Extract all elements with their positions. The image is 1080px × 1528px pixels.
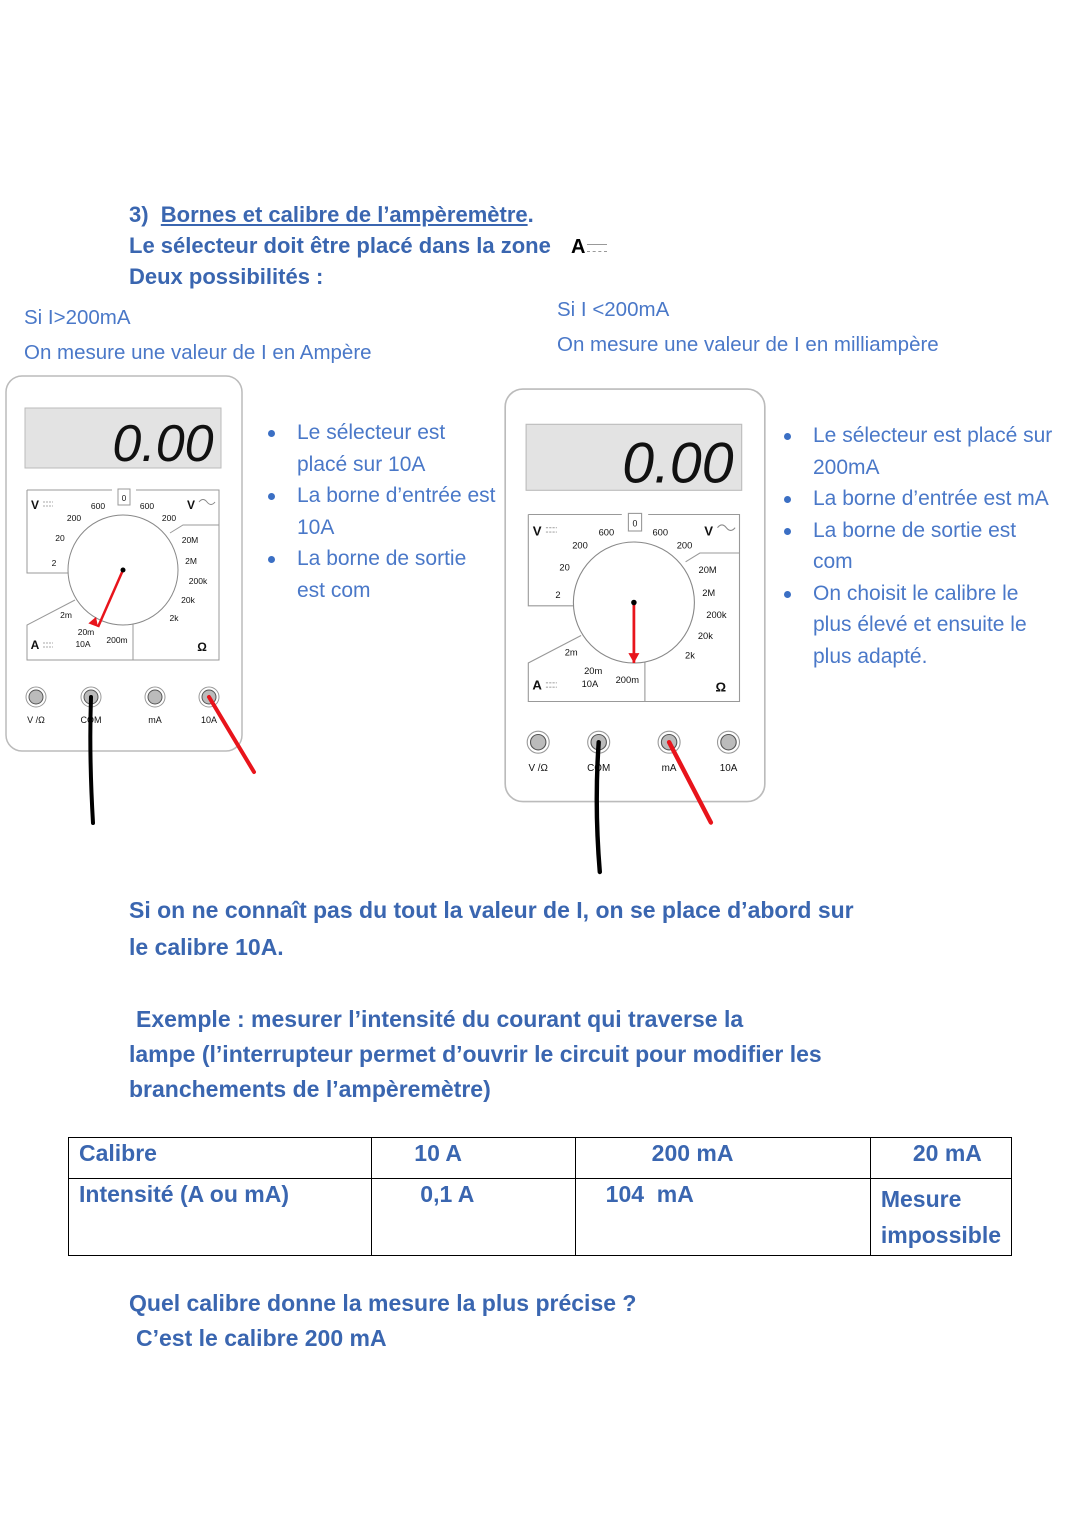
answer: C’est le calibre 200 mA — [136, 1325, 387, 1351]
dial-label-r20M: 20M — [181, 535, 199, 545]
terminal-label: mA — [148, 715, 162, 725]
dial-label-r20M: 20M — [698, 564, 717, 575]
dial-label-v20: 20 — [559, 562, 570, 573]
dial-label-vdc: V — [532, 523, 542, 539]
lcd-reading: 0.00 — [622, 431, 734, 496]
terminal-label: COM — [587, 762, 611, 774]
table-row — [69, 1179, 1012, 1256]
dial-label-vac: V — [186, 498, 196, 512]
dial-label-a200m: 200m — [615, 674, 639, 685]
terminal-label: V /Ω — [528, 762, 548, 774]
dial-label-r2k: 2k — [685, 650, 695, 661]
bullet-item: La borne de sortie est com — [813, 515, 1058, 578]
table-cell: Mesure impossible — [870, 1179, 1011, 1256]
left-description: On mesure une valeur de I en Ampère — [24, 341, 372, 364]
dial-label-v600r: 600 — [652, 527, 669, 538]
dial-label-v600l: 600 — [598, 527, 615, 538]
dial-label-zero: 0 — [121, 494, 127, 503]
table-cell: 20 mA — [870, 1138, 1011, 1179]
selector-text: Le sélecteur doit être placé dans la zone — [129, 233, 551, 258]
bullet-item: Le sélecteur est placé sur 200mA — [813, 420, 1058, 483]
dial-label-a10A: 10A — [75, 639, 91, 649]
dial-label-v600r: 600 — [139, 501, 155, 511]
note-line-1: Si on ne connaît pas du tout la valeur de I, on se place d’abord sur — [129, 897, 854, 923]
bullet-item: La borne d’entrée est 10A — [297, 480, 497, 543]
bullet-item: La borne de sortie est com — [297, 543, 497, 606]
dc-ampere-symbol — [571, 236, 607, 258]
dial-label-vac: V — [704, 523, 714, 539]
dial-label-a2m: 2m — [60, 610, 72, 620]
table-cell: Intensité (A ou mA) — [69, 1179, 372, 1256]
note-line-2: le calibre 10A. — [129, 934, 284, 960]
title-suffix: . — [527, 202, 534, 227]
dial-label-ohm: Ω — [715, 679, 727, 695]
dial-label-r200k: 200k — [706, 609, 727, 620]
probe-wire-black — [597, 742, 600, 872]
terminal-label: V /Ω — [27, 715, 45, 725]
terminal-label: 10A — [719, 762, 738, 774]
right-bullets — [813, 420, 1058, 672]
example-line-1: Exemple : mesurer l’intensité du courant qui traverse la — [136, 1006, 744, 1032]
example-line-3: branchements de l’ampèremètre) — [129, 1076, 491, 1102]
table-cell: 200 mA — [575, 1138, 870, 1179]
dial-label-r2M: 2M — [185, 556, 197, 566]
dial-label-r200k: 200k — [188, 576, 208, 586]
dial-label-v2: 2 — [51, 558, 57, 568]
dial-label-a20m: 20m — [77, 627, 95, 637]
table-cell: 0,1 A — [372, 1179, 575, 1256]
dial-label-r20k: 20k — [697, 630, 713, 641]
table-cell: 10 A — [372, 1138, 575, 1179]
multimeter-right — [504, 388, 766, 806]
measurement-table — [68, 1137, 1012, 1256]
table-cell: Calibre — [69, 1138, 372, 1179]
dial-label-v20: 20 — [55, 533, 65, 543]
terminal-socket — [531, 735, 546, 750]
dial-label-v200r: 200 — [161, 513, 177, 523]
dial-label-a200m: 200m — [106, 635, 128, 645]
dial-label-v600l: 600 — [90, 501, 106, 511]
dial-label-r20k: 20k — [181, 595, 195, 605]
terminal-socket — [148, 690, 162, 704]
question: Quel calibre donne la mesure la plus précise ? — [129, 1290, 637, 1316]
terminal-label: mA — [661, 762, 677, 774]
terminal-socket — [29, 690, 43, 704]
terminal-label: 10A — [200, 715, 218, 725]
selector-instruction — [129, 233, 607, 259]
section-number: 3) — [129, 202, 149, 227]
dial-label-v200l: 200 — [66, 513, 82, 523]
section-heading — [129, 202, 534, 228]
left-condition: Si I>200mA — [24, 306, 131, 329]
bullet-item: Le sélecteur est placé sur 10A — [297, 417, 497, 480]
multimeter-left — [5, 375, 243, 755]
table-header-row — [69, 1138, 1012, 1179]
dial-label-a10A: 10A — [581, 679, 599, 690]
right-description: On mesure une valeur de I en milliampère — [557, 333, 939, 356]
dial-pivot — [631, 600, 637, 606]
dial-label-vdc: V — [30, 498, 40, 512]
dial-label-v200l: 200 — [572, 540, 588, 551]
left-bullets — [297, 417, 497, 606]
dial-label-v200r: 200 — [676, 540, 693, 551]
dial-label-a2m: 2m — [564, 647, 578, 658]
dial-label-r2M: 2M — [702, 587, 716, 598]
dial-label-zero: 0 — [632, 518, 638, 529]
terminal-label: COM — [80, 715, 102, 725]
bullet-item: La borne d’entrée est mA — [813, 483, 1058, 515]
dial-label-a20m: 20m — [584, 666, 603, 676]
dial-pivot — [121, 568, 126, 573]
section-title: Bornes et calibre de l’ampèremètre — [160, 202, 528, 227]
bullet-item: On choisit le calibre le plus élevé et ensuite le plus adapté. — [813, 578, 1058, 673]
terminal-socket — [721, 735, 736, 750]
lcd-reading: 0.00 — [112, 415, 214, 473]
two-possibilities: Deux possibilités : — [129, 264, 324, 289]
dial-label-amp: A — [532, 677, 542, 693]
dial-label-v2: 2 — [555, 590, 561, 601]
zone-symbol-letter: A — [570, 236, 586, 258]
dial-label-amp: A — [30, 638, 40, 652]
example-line-2: lampe (l’interrupteur permet d’ouvrir le circuit pour modifier les — [129, 1041, 822, 1067]
dial-label-ohm: Ω — [197, 640, 207, 654]
dial-label-r2k: 2k — [169, 613, 179, 623]
table-cell: 104 mA — [575, 1179, 870, 1256]
right-condition: Si I <200mA — [557, 298, 670, 321]
